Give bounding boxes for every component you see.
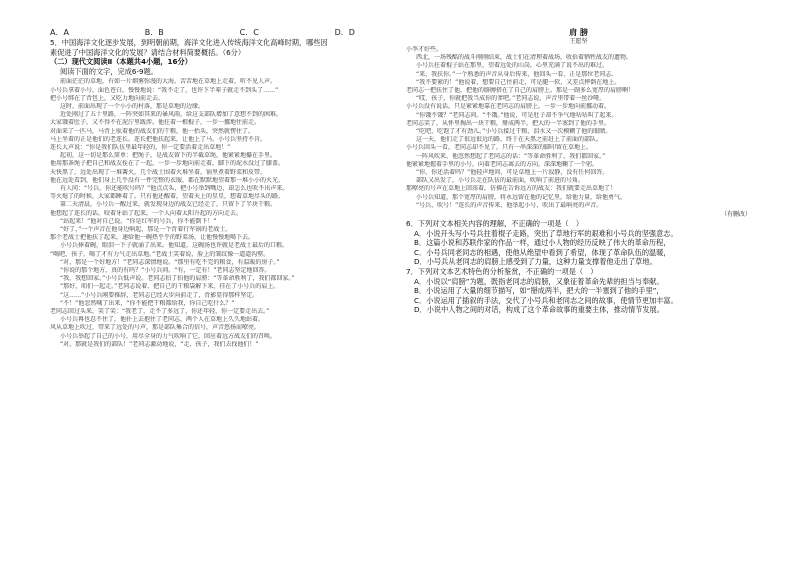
question-6-option-b: B．这篇小说和苏联作家的作品一样，通过小人物的经历反映了伟大的革命历程，	[414, 238, 671, 248]
story-body-left	[50, 78, 395, 349]
story-line: “站起来！”他对自己说。“你是红军的号兵，你不能倒下！”	[60, 217, 217, 225]
story-line: 他想起了连长的话，咬着牙站了起来，一个人向着太阳升起的方向走去。	[50, 209, 243, 217]
story-body-right	[406, 46, 751, 210]
story-line: “号兵，吹号！”连长的声音传来，他举起小号，吹出了最响亮的声音。	[416, 201, 603, 209]
option-b: B．B	[144, 28, 164, 37]
story-line: 有人问：“号兵，你还能吹号吗？”他点点头，把小号举到嘴边，却怎么也吹不出声来。	[60, 185, 289, 193]
story-line: 老同志回过头来，笑了笑：“我老了，走不了多远了，你还年轻，你一定要走出去。”	[50, 308, 270, 316]
story-line: 前面茫茫的草地，有如一片烟雾弥漫的大海。苦苦地在草地上走着，听不见人声。	[60, 78, 277, 86]
question-6	[406, 219, 751, 267]
story-line: “我，我想回家。”小号兵低声说。老同志拍了拍他的肩膀：“等革命胜利了，我们都回家。”	[60, 275, 295, 283]
question-6-stem: 6．下列对文本相关内容的理解，不正确的一项是（ ）	[406, 219, 584, 229]
story-line: 等火熄了的时候，大家都睡着了。只有他还醒着，望着天上的星星，想着草地尽头的路。	[50, 193, 285, 201]
story-line: 小号兵知道，那个宽厚的肩膀，将永远留在他的记忆里，给他力量，给他勇气。	[416, 193, 627, 201]
story-line: 小李才好些。	[406, 46, 443, 53]
story-line: 天快黑了，远处出现了一堆篝火，几个战士围着火堆坐着，锅里煮着野菜和皮带。	[50, 168, 267, 176]
story-line: 那嘹亮的号声在草地上回荡着，仿佛在告诉远方的战友：我们就要走出草地了！	[406, 185, 617, 193]
story-line: “这……”小号兵刚要推辞，老同志已经大步向前走了，背影显得那样坚定。	[60, 291, 259, 299]
option-c: C．C	[239, 28, 259, 37]
story-line: 他在远处看到，他们身上几乎没有一件完整的衣服，都在默默地望着那一堆小小的火光。	[50, 176, 285, 184]
story-line: 小号兵捧着碗，眼泪一下子就涌了出来。他知道，这碗汤也许就是老战士最后的口粮。	[60, 242, 289, 250]
reading-instruction: 阅读下面的文字，完成6-9题。	[60, 66, 158, 76]
story-line: “吃吧，吃饱了才有劲儿。”小号兵接过干粮，泪水又一次模糊了他的眼睛。	[416, 128, 612, 136]
question-6-option-a: A．小说开头写小号兵拄着棍子走路，突出了草地行军的艰难和小号兵的坚强意志。	[414, 228, 678, 238]
story-line: 小号兵拄着棍子站在那里，望着远处的山岗，心里充满了说不出的难过。	[416, 62, 609, 70]
story-line: 对面来了一匹马，马背上驮着他的战友们的干粮，他一抬头，突然就愣住了。	[50, 127, 255, 135]
story-line: “我不要紧的！”他说着，想要自己往前走，可是腿一软，又差点摔倒在地上。	[416, 78, 621, 86]
story-line: “好了，”一个声音在他身边响起，那是一个背着行军锅的老战士。	[60, 226, 232, 234]
story-line: “那好，咱们一起走。”老同志说着，把自己的干粮袋解下来，挂在了小号兵的肩上。	[60, 283, 280, 291]
story-line: 近处刚过了五十里路，一阵突如其来的暴风雨，给这支部队增加了意想不到的困难。	[60, 111, 283, 119]
story-author: 王愿坚	[569, 38, 588, 45]
story-line: “不！”他忽然喊了出来，“你不能把干粮都给我，你自己吃什么？”	[60, 299, 235, 307]
story-line: 小号兵拿着小号，面色苍白，慢慢地说：“我不走了，也许下半辈子就走不到头了……”	[50, 86, 279, 94]
story-line: “对，那就是我们的部队！”老同志激动地说，“走，孩子，我们去找他们！”	[60, 340, 259, 348]
story-line: 风从草地上吹过，带来了远处的号声，那是部队集合的信号，声音悠扬而嘹亮。	[50, 324, 261, 332]
story-title: 肩 膀	[569, 28, 588, 37]
option-d: D．D	[334, 28, 355, 37]
left-column	[50, 28, 395, 556]
story-line: 一阵风吹来，他忽然想起了老同志的话：“等革命胜利了，我们都回家。”	[416, 152, 606, 160]
story-line: “你，你还活着吗？”他轻声地问，可是草地上一片寂静，没有任何回答。	[416, 169, 609, 177]
story-line: “你饿不饿？”老同志问。“不饿。”他说，可是肚子却不争气地咕咕叫了起来。	[416, 111, 618, 119]
question-7-stem: 7．下列对文本艺术特色的分析鉴赏，不正确的一项是（ ）	[406, 267, 598, 277]
story-line: 小号兵回头一看，老同志却不见了，只有一串深深的脚印留在草地上。	[406, 144, 593, 152]
story-line: 老同志笑了，从怀里掏出一块干粮，掰成两半，把大的一半塞到了他的手里。	[406, 119, 611, 127]
question-5-line-2: 素促进了中国海洋文化的发展？请结合材料简要概括。（6分）	[50, 47, 246, 57]
story-line: 老同志一把扶住了他，把他的胳膊搭在了自己的肩膀上。那是一副多么宽厚的肩膀啊！	[406, 87, 635, 95]
story-line: “喝吧，孩子，喝了才有力气走出草地。”老战士笑着说，脸上的皱纹像一道道沟壑。	[50, 250, 270, 258]
story-line: 小号兵举起了自己的小号，用尽全身的力气吹响了它，回应着远方战友们的召唤。	[60, 332, 277, 340]
story-line: 他紧紧地握着手里的小号，向着老同志离去的方向，深深地鞠了一个躬。	[406, 160, 599, 168]
question-7-option-d: D．小说中人物之间的对话，构成了这个革命故事的重要主体，推动情节发展。	[414, 305, 664, 315]
story-line: “你说的那个地方，真的有吗？”小号兵问。“有，一定有！”老同志坚定地回答。	[60, 267, 271, 275]
story-line: 这一天，他们走了很远很远的路，终于在天黑之前赶上了前面的部队。	[416, 136, 603, 144]
story-line: “对，那是一个好地方！”老同志深情地说。“那里有吃不完的粮食，有温暖的房子。”	[60, 258, 280, 266]
story-line: 西北，一场残酷的战斗刚刚结束，战士们在清理着战场，收拾着牺牲战友的遗物。	[416, 54, 633, 62]
question-6-option-d: D．小号兵从老同志的肩膀上感受到了力量，这种力量支撑着他走出了草地。	[414, 257, 657, 267]
revision-note: （有删改）	[720, 211, 751, 219]
question-7-option-a: A．小说以“肩膀”为题，既指老同志的肩膀，又象征着革命先辈的担当与奉献。	[414, 276, 664, 286]
story-line: 把小号绑在了背包上，又吃力地向前走去。	[50, 94, 165, 102]
story-line: 他用那条绳子把自己和战友拴在了一起，一步一步地向前走着，脚下的泥水没过了膝盖。	[50, 160, 285, 168]
story-line: 连长大声说：“你是我们队伍里最年轻的，你一定要活着走出草地！”	[50, 144, 231, 151]
story-line: 起初，这一切是那么简单：把绳子，是战友留下的半截草绳，他紧紧地攥在手里。	[60, 152, 277, 160]
answer-options-row	[50, 28, 395, 38]
story-line: 那个老战士把他扶了起来，递给他一碗热乎乎的野菜汤，让他慢慢地喝下去。	[50, 234, 255, 242]
story-line: “哎，孩子，你就把我当成你的爹吧。”老同志说，声音里带着一丝沙哑。	[416, 95, 606, 103]
story-line: 马上坐着的正是他们的老连长。连长把他扶起来，让他上了马。小号兵坚持不肯。	[50, 135, 267, 143]
question-5-line-1: 5．中国海洋文化逐步发展，到明朝前期，海洋文化进入传统海洋文化高峰时期，哪些因	[50, 38, 328, 47]
story-line: 部队又出发了，小号兵走在队伍的最前面，吹响了前进的号角。	[416, 177, 585, 185]
question-6-option-c: C．小号兵同老同志的相遇，使他从绝望中看到了希望，体现了革命队伍的温暖，	[414, 247, 671, 257]
story-line: 小号兵没有说话，只是紧紧地靠在老同志的肩膀上，一步一步地向前挪动着。	[406, 103, 611, 111]
story-line: 大家饿着肚子，又不得不在泥泞里跋涉。他拄着一根棍子，一步一挪地往前走。	[50, 119, 261, 127]
option-a: A．A	[50, 28, 69, 37]
right-column	[406, 28, 751, 556]
story-line: 小号兵再也忍不住了，他扑上去抱住了老同志，两个人在草地上久久地站着。	[60, 316, 265, 324]
question-7	[406, 267, 751, 315]
question-7-option-c: C．小说运用了插叙的手法，交代了小号兵和老同志之间的故事，使情节更加丰富。	[414, 295, 678, 305]
section-heading: （二）现代文阅读Ⅱ（本题共4小题，16分）	[50, 57, 192, 67]
story-line: “来，我扶你。”一个熟悉的声音从身后传来，他回头一看，正是那位老同志。	[416, 70, 618, 78]
story-line: 这时，前面出现了一个小小的村落，那是草地的边缘。	[60, 102, 205, 110]
story-line: 第二天清晨，小号兵一醒过来，就发现身边的战友已经走了，只留下了半块干粮。	[60, 201, 277, 209]
question-7-option-b: B．小说运用了大量的细节描写，如“掰成两半，把大的一半塞到了他的手里”，	[414, 286, 664, 296]
